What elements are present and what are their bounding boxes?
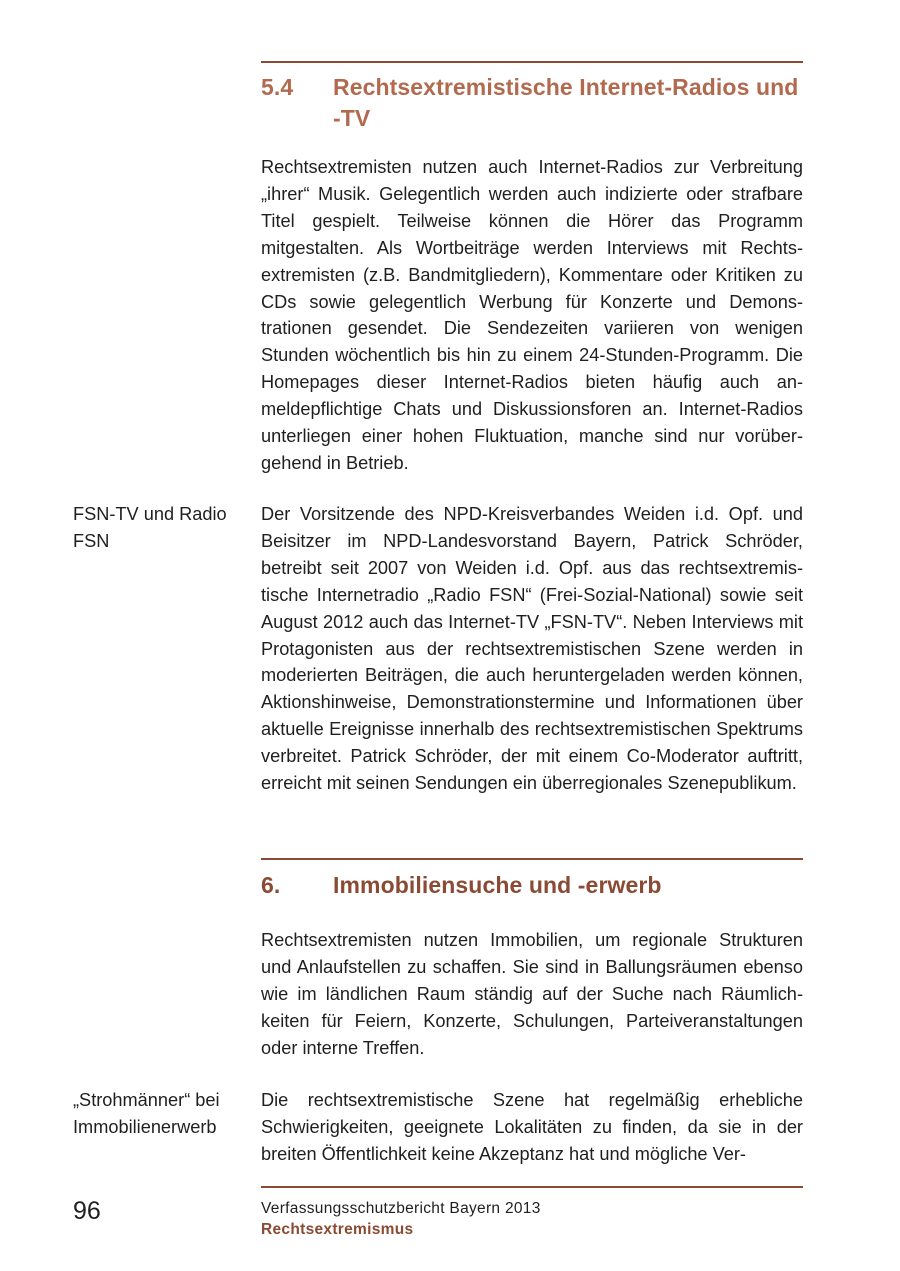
margin-note-fsn: FSN-TV und Radio FSN xyxy=(73,504,227,551)
footer-chapter-title: Rechtsextremismus xyxy=(261,1221,414,1238)
paragraph-fsn: Der Vorsitzende des NPD-Kreisverbandes Weiden i.d. Opf. und Beisitzer im NPD-Landesvorstand Bayern, Patrick Schröder, betreibt seit 2007 von Weiden i.d. Opf. aus das rechtsextremistische Internetradio „Radio FSN“ (Frei-Sozial-National) sowie seit August 2012 auch das Internet-TV „FSN-TV“. Neben Interviews mit Protagonisten aus der rechtsextremistischen Szene werden in moderierten Beiträgen, die auch heruntergeladen werden können, Aktionshinweise, Demonstrationstermine und Informationen über aktuelle Ereignisse innerhalb des rechtsextremistischen Spektrums verbreitet. Patrick Schröder, der mit einem Co-Moderator auftritt, erreicht mit seinen Sendungen ein überregionales Szenepublikum. xyxy=(261,504,803,794)
footer-publication-title: Verfassungsschutzbericht Bayern 2013 xyxy=(261,1200,541,1217)
page-number: 96 xyxy=(73,1197,101,1225)
section-number: 5.4 xyxy=(261,74,294,100)
paragraph-strohmaenner: Die rechtsextremistische Szene hat regelmäßig erhebliche Schwierigkeiten, geeignete Lokalitäten zu finden, da sie in der breiten Öffentlichkeit keine Akzeptanz hat und mögliche Ver- xyxy=(261,1090,803,1164)
section-divider xyxy=(261,858,803,860)
section-title: Immobiliensuche und -erwerb xyxy=(333,872,662,898)
margin-note-strohmaenner: „Strohmänner“ bei Immobilienerwerb xyxy=(73,1090,220,1137)
section-number: 6. xyxy=(261,872,281,898)
paragraph-internet-radios: Rechtsextremisten nutzen auch Internet-Radios zur Verbreitung „ihrer“ Musik. Gelegentlich werden auch indizierte oder strafbare Titel gespielt. Teilweise können die Hörer das Programm mitgestalten. Als Wortbeiträge werden Interviews mit Rechtsextremisten (z.B. Bandmitgliedern), Kommentare oder Kritiken zu CDs sowie gelegentlich Werbung für Konzerte und Demonstrationen gesendet. Die Sendezeiten variieren von wenigen Stunden wöchentlich bis hin zu einem 24-Stunden-Programm. Die Homepages dieser Internet-Radios bieten häufig auch anmeldepflichtige Chats und Diskussionsforen an. Internet-Radios unterliegen einer hohen Fluktuation, manche sind nur vorübergehend in Betrieb. xyxy=(261,157,803,473)
section-title: Rechtsextremistische Internet-Radios und -TV xyxy=(333,74,799,131)
section-divider xyxy=(261,61,803,63)
paragraph-immobilien: Rechtsextremisten nutzen Immobilien, um regionale Strukturen und Anlaufstellen zu schaffen. Sie sind in Ballungsräumen ebenso wie im ländlichen Raum ständig auf der Suche nach Räumlichkeiten für Feiern, Konzerte, Schulungen, Parteiveranstaltungen oder interne Treffen. xyxy=(261,930,803,1058)
footer-divider xyxy=(261,1186,803,1188)
